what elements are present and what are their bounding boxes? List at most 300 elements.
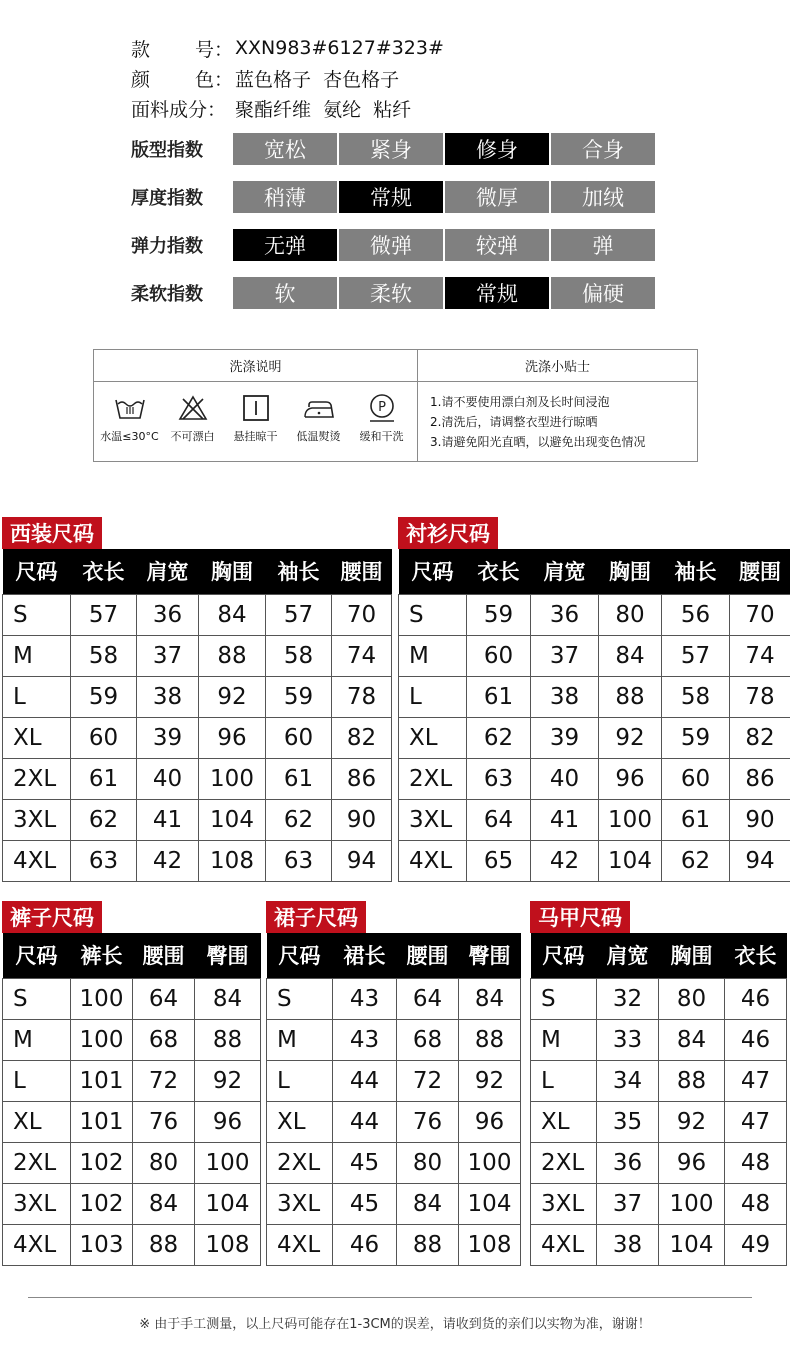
table-row bbox=[3, 594, 392, 635]
table-cell: 96 bbox=[659, 1142, 725, 1183]
table-cell: 84 bbox=[397, 1183, 459, 1224]
table-cell: 94 bbox=[332, 840, 392, 881]
table-cell: 70 bbox=[332, 594, 392, 635]
table-cell: 36 bbox=[137, 594, 199, 635]
table-row bbox=[3, 1019, 261, 1060]
skirt-size-title: 裙子尺码 bbox=[266, 901, 366, 933]
column-header: 胸围 bbox=[199, 549, 266, 594]
table-row bbox=[531, 978, 787, 1019]
thickness-index-option: 加绒 bbox=[551, 181, 655, 213]
measurement-footnote: ※ 由于手工测量，以上尺码可能存在1-3CM的误差，请收到货的亲们以实物为准，谢谢！ bbox=[139, 1317, 651, 1332]
table-row bbox=[531, 1060, 787, 1101]
column-header: 尺码 bbox=[531, 933, 597, 978]
table-cell: 101 bbox=[71, 1101, 133, 1142]
table-cell: 100 bbox=[71, 978, 133, 1019]
size-label-cell: M bbox=[399, 635, 467, 676]
table-cell: 92 bbox=[659, 1101, 725, 1142]
table-cell: 80 bbox=[397, 1142, 459, 1183]
shirt-size-grid bbox=[398, 549, 790, 882]
table-cell: 84 bbox=[599, 635, 662, 676]
table-cell: 47 bbox=[725, 1060, 787, 1101]
table-cell: 88 bbox=[133, 1224, 195, 1265]
table-cell: 58 bbox=[266, 635, 332, 676]
size-label-cell: L bbox=[3, 676, 71, 717]
column-header: 肩宽 bbox=[597, 933, 659, 978]
size-label-cell: 4XL bbox=[3, 840, 71, 881]
table-row bbox=[399, 758, 790, 799]
table-cell: 100 bbox=[459, 1142, 521, 1183]
table-cell: 59 bbox=[266, 676, 332, 717]
size-label-cell: 2XL bbox=[3, 758, 71, 799]
size-label-cell: S bbox=[531, 978, 597, 1019]
color-label-b: 色： bbox=[194, 68, 233, 91]
column-header: 袖长 bbox=[662, 549, 730, 594]
column-header: 裤长 bbox=[71, 933, 133, 978]
table-cell: 48 bbox=[725, 1142, 787, 1183]
size-label-cell: 3XL bbox=[267, 1183, 333, 1224]
table-row bbox=[267, 1224, 521, 1265]
table-row bbox=[531, 1224, 787, 1265]
suit-size-grid bbox=[2, 549, 392, 882]
table-header-row bbox=[531, 933, 787, 978]
table-cell: 88 bbox=[397, 1224, 459, 1265]
elasticity-index-option-selected: 无弹 bbox=[233, 229, 337, 261]
footer-divider bbox=[28, 1297, 752, 1298]
column-header: 衣长 bbox=[467, 549, 531, 594]
table-cell: 100 bbox=[199, 758, 266, 799]
table-cell: 42 bbox=[137, 840, 199, 881]
wash-item-label: 悬挂晾干 bbox=[233, 430, 278, 443]
table-cell: 88 bbox=[659, 1060, 725, 1101]
table-cell: 57 bbox=[266, 594, 332, 635]
table-cell: 74 bbox=[730, 635, 790, 676]
style-number-label-a: 款 bbox=[131, 38, 151, 61]
table-cell: 86 bbox=[730, 758, 790, 799]
table-cell: 38 bbox=[137, 676, 199, 717]
table-cell: 60 bbox=[467, 635, 531, 676]
table-row bbox=[3, 1183, 261, 1224]
size-label-cell: M bbox=[267, 1019, 333, 1060]
hang-dry-icon bbox=[239, 392, 273, 424]
table-cell: 37 bbox=[597, 1183, 659, 1224]
table-cell: 92 bbox=[195, 1060, 261, 1101]
table-row bbox=[531, 1101, 787, 1142]
table-row bbox=[3, 1060, 261, 1101]
tip-item: 3.请避免阳光直晒，以避免出现变色情况 bbox=[430, 435, 646, 449]
table-cell: 32 bbox=[597, 978, 659, 1019]
table-cell: 104 bbox=[199, 799, 266, 840]
softness-index-options bbox=[233, 277, 655, 309]
fabric-label bbox=[131, 95, 235, 122]
softness-index-option: 软 bbox=[233, 277, 337, 309]
table-cell: 102 bbox=[71, 1183, 133, 1224]
dry-clean-p-icon bbox=[365, 392, 399, 424]
table-cell: 49 bbox=[725, 1224, 787, 1265]
table-cell: 62 bbox=[266, 799, 332, 840]
fabric-label-a: 面料成分： bbox=[131, 98, 227, 121]
table-cell: 88 bbox=[599, 676, 662, 717]
table-cell: 63 bbox=[71, 840, 137, 881]
table-cell: 84 bbox=[133, 1183, 195, 1224]
column-header: 尺码 bbox=[3, 549, 71, 594]
table-cell: 61 bbox=[266, 758, 332, 799]
wash-item bbox=[289, 392, 349, 444]
softness-index-row bbox=[131, 277, 655, 309]
table-cell: 68 bbox=[397, 1019, 459, 1060]
color-label bbox=[131, 65, 235, 92]
table-row bbox=[3, 840, 392, 881]
thickness-index-option: 微厚 bbox=[445, 181, 549, 213]
table-row bbox=[267, 1142, 521, 1183]
table-row bbox=[267, 978, 521, 1019]
table-cell: 36 bbox=[531, 594, 599, 635]
table-cell: 64 bbox=[467, 799, 531, 840]
size-label-cell: L bbox=[3, 1060, 71, 1101]
column-header: 肩宽 bbox=[531, 549, 599, 594]
pants-size-title: 裤子尺码 bbox=[2, 901, 102, 933]
size-label-cell: 3XL bbox=[3, 1183, 71, 1224]
table-cell: 72 bbox=[133, 1060, 195, 1101]
table-cell: 39 bbox=[531, 717, 599, 758]
softness-index-option: 偏硬 bbox=[551, 277, 655, 309]
table-cell: 35 bbox=[597, 1101, 659, 1142]
softness-index-label: 柔软指数 bbox=[131, 284, 203, 305]
table-cell: 57 bbox=[71, 594, 137, 635]
table-cell: 39 bbox=[137, 717, 199, 758]
table-cell: 84 bbox=[195, 978, 261, 1019]
column-header: 胸围 bbox=[659, 933, 725, 978]
shirt-size-title: 衬衫尺码 bbox=[398, 517, 498, 549]
size-label-cell: 3XL bbox=[3, 799, 71, 840]
wash-item-label: 低温熨烫 bbox=[296, 430, 341, 443]
column-header: 尺码 bbox=[267, 933, 333, 978]
no-bleach-icon bbox=[176, 392, 210, 424]
table-cell: 36 bbox=[597, 1142, 659, 1183]
table-cell: 104 bbox=[599, 840, 662, 881]
table-row bbox=[399, 635, 790, 676]
size-label-cell: 2XL bbox=[399, 758, 467, 799]
table-cell: 100 bbox=[599, 799, 662, 840]
fit-index-row bbox=[131, 133, 655, 165]
size-label-cell: 4XL bbox=[399, 840, 467, 881]
column-header: 臀围 bbox=[459, 933, 521, 978]
table-cell: 78 bbox=[730, 676, 790, 717]
table-cell: 62 bbox=[662, 840, 730, 881]
table-cell: 60 bbox=[266, 717, 332, 758]
size-label-cell: XL bbox=[3, 717, 71, 758]
table-header-row bbox=[3, 933, 261, 978]
size-label-cell: S bbox=[267, 978, 333, 1019]
softness-index-option: 柔软 bbox=[339, 277, 443, 309]
table-cell: 80 bbox=[599, 594, 662, 635]
table-cell: 37 bbox=[137, 635, 199, 676]
color-value: 蓝色格子 杏色格子 bbox=[235, 68, 400, 91]
table-header-row bbox=[3, 549, 392, 594]
product-info bbox=[131, 33, 444, 123]
skirt-size-table bbox=[266, 901, 526, 1267]
table-row bbox=[3, 635, 392, 676]
column-header: 袖长 bbox=[266, 549, 332, 594]
column-header: 肩宽 bbox=[137, 549, 199, 594]
table-cell: 94 bbox=[730, 840, 790, 881]
table-cell: 43 bbox=[333, 978, 397, 1019]
color-row bbox=[131, 63, 444, 93]
size-label-cell: 2XL bbox=[3, 1142, 71, 1183]
elasticity-index-option: 微弹 bbox=[339, 229, 443, 261]
column-header: 尺码 bbox=[399, 549, 467, 594]
table-cell: 78 bbox=[332, 676, 392, 717]
column-header: 胸围 bbox=[599, 549, 662, 594]
size-label-cell: 4XL bbox=[531, 1224, 597, 1265]
table-cell: 59 bbox=[467, 594, 531, 635]
size-label-cell: XL bbox=[531, 1101, 597, 1142]
fit-index-label: 版型指数 bbox=[131, 140, 203, 161]
size-label-cell: S bbox=[3, 978, 71, 1019]
table-cell: 61 bbox=[71, 758, 137, 799]
table-cell: 70 bbox=[730, 594, 790, 635]
table-cell: 64 bbox=[397, 978, 459, 1019]
fit-index-option: 紧身 bbox=[339, 133, 443, 165]
table-cell: 104 bbox=[195, 1183, 261, 1224]
table-cell: 45 bbox=[333, 1142, 397, 1183]
column-header: 臀围 bbox=[195, 933, 261, 978]
table-cell: 92 bbox=[599, 717, 662, 758]
thickness-index-row bbox=[131, 181, 655, 213]
table-row bbox=[531, 1142, 787, 1183]
table-cell: 62 bbox=[467, 717, 531, 758]
column-header: 衣长 bbox=[71, 549, 137, 594]
shirt-size-table bbox=[398, 517, 790, 883]
table-cell: 80 bbox=[133, 1142, 195, 1183]
thickness-index-option-selected: 常规 bbox=[339, 181, 443, 213]
table-cell: 60 bbox=[662, 758, 730, 799]
table-cell: 104 bbox=[459, 1183, 521, 1224]
size-label-cell: L bbox=[399, 676, 467, 717]
table-cell: 34 bbox=[597, 1060, 659, 1101]
fit-index-option-selected: 修身 bbox=[445, 133, 549, 165]
table-cell: 41 bbox=[531, 799, 599, 840]
table-cell: 88 bbox=[459, 1019, 521, 1060]
table-cell: 64 bbox=[133, 978, 195, 1019]
column-header: 腰围 bbox=[133, 933, 195, 978]
washing-panel bbox=[93, 349, 698, 462]
table-cell: 40 bbox=[137, 758, 199, 799]
skirt-size-grid bbox=[266, 933, 521, 1266]
size-label-cell: 3XL bbox=[399, 799, 467, 840]
table-row bbox=[3, 758, 392, 799]
table-cell: 80 bbox=[659, 978, 725, 1019]
table-row bbox=[3, 978, 261, 1019]
wash-30-icon bbox=[113, 392, 147, 424]
table-cell: 108 bbox=[195, 1224, 261, 1265]
table-cell: 76 bbox=[133, 1101, 195, 1142]
washing-tips bbox=[418, 350, 697, 461]
table-cell: 40 bbox=[531, 758, 599, 799]
table-cell: 86 bbox=[332, 758, 392, 799]
fit-index-options bbox=[233, 133, 655, 165]
table-cell: 46 bbox=[725, 978, 787, 1019]
elasticity-index-option: 较弹 bbox=[445, 229, 549, 261]
table-cell: 58 bbox=[71, 635, 137, 676]
pants-size-table bbox=[2, 901, 262, 1267]
table-row bbox=[399, 717, 790, 758]
elasticity-index-options bbox=[233, 229, 655, 261]
table-cell: 101 bbox=[71, 1060, 133, 1101]
table-cell: 74 bbox=[332, 635, 392, 676]
size-label-cell: 3XL bbox=[531, 1183, 597, 1224]
table-cell: 92 bbox=[459, 1060, 521, 1101]
style-number-label-b: 号： bbox=[194, 38, 233, 61]
table-cell: 65 bbox=[467, 840, 531, 881]
table-cell: 47 bbox=[725, 1101, 787, 1142]
table-cell: 46 bbox=[725, 1019, 787, 1060]
style-number-label bbox=[131, 35, 235, 62]
table-cell: 46 bbox=[333, 1224, 397, 1265]
table-cell: 33 bbox=[597, 1019, 659, 1060]
wash-item-label: 缓和干洗 bbox=[359, 430, 404, 443]
column-header: 尺码 bbox=[3, 933, 71, 978]
size-label-cell: XL bbox=[3, 1101, 71, 1142]
column-header: 腰围 bbox=[730, 549, 790, 594]
wash-item-label: 水温≤30°C bbox=[100, 430, 159, 443]
size-label-cell: M bbox=[531, 1019, 597, 1060]
elasticity-index-option: 弹 bbox=[551, 229, 655, 261]
table-cell: 96 bbox=[199, 717, 266, 758]
table-cell: 100 bbox=[659, 1183, 725, 1224]
table-cell: 84 bbox=[199, 594, 266, 635]
table-row bbox=[399, 676, 790, 717]
tip-item: 1.请不要使用漂白剂及长时间浸泡 bbox=[430, 395, 610, 409]
tips-list bbox=[418, 382, 697, 452]
low-iron-icon bbox=[302, 392, 336, 424]
table-cell: 41 bbox=[137, 799, 199, 840]
style-number-row bbox=[131, 33, 444, 63]
vest-size-title: 马甲尺码 bbox=[530, 901, 630, 933]
table-row bbox=[267, 1101, 521, 1142]
table-row bbox=[3, 717, 392, 758]
table-row bbox=[3, 1142, 261, 1183]
vest-size-grid bbox=[530, 933, 787, 1266]
size-label-cell: 2XL bbox=[531, 1142, 597, 1183]
table-cell: 61 bbox=[662, 799, 730, 840]
table-cell: 48 bbox=[725, 1183, 787, 1224]
size-label-cell: L bbox=[267, 1060, 333, 1101]
table-cell: 102 bbox=[71, 1142, 133, 1183]
size-label-cell: S bbox=[3, 594, 71, 635]
table-row bbox=[267, 1019, 521, 1060]
size-label-cell: XL bbox=[267, 1101, 333, 1142]
table-cell: 90 bbox=[730, 799, 790, 840]
table-cell: 96 bbox=[459, 1101, 521, 1142]
table-cell: 37 bbox=[531, 635, 599, 676]
fit-index-option: 宽松 bbox=[233, 133, 337, 165]
fabric-value: 聚酯纤维 氨纶 粘纤 bbox=[235, 98, 412, 121]
column-header: 腰围 bbox=[397, 933, 459, 978]
table-cell: 60 bbox=[71, 717, 137, 758]
color-label-a: 颜 bbox=[131, 68, 151, 91]
size-label-cell: M bbox=[3, 635, 71, 676]
wash-item bbox=[100, 392, 160, 444]
column-header: 裙长 bbox=[333, 933, 397, 978]
table-cell: 45 bbox=[333, 1183, 397, 1224]
table-cell: 82 bbox=[730, 717, 790, 758]
size-label-cell: S bbox=[399, 594, 467, 635]
washing-instructions-title: 洗涤说明 bbox=[94, 350, 417, 382]
wash-item-label: 不可漂白 bbox=[170, 430, 215, 443]
table-cell: 58 bbox=[662, 676, 730, 717]
column-header: 衣长 bbox=[725, 933, 787, 978]
size-label-cell: 2XL bbox=[267, 1142, 333, 1183]
table-cell: 84 bbox=[659, 1019, 725, 1060]
table-cell: 59 bbox=[662, 717, 730, 758]
table-cell: 56 bbox=[662, 594, 730, 635]
table-row bbox=[267, 1183, 521, 1224]
table-cell: 96 bbox=[599, 758, 662, 799]
softness-index-option-selected: 常规 bbox=[445, 277, 549, 309]
table-cell: 92 bbox=[199, 676, 266, 717]
table-row bbox=[399, 840, 790, 881]
fit-index-option: 合身 bbox=[551, 133, 655, 165]
suit-size-title: 西装尺码 bbox=[2, 517, 102, 549]
elasticity-index-row bbox=[131, 229, 655, 261]
table-header-row bbox=[399, 549, 790, 594]
size-label-cell: M bbox=[3, 1019, 71, 1060]
table-header-row bbox=[267, 933, 521, 978]
washing-icons bbox=[94, 382, 417, 444]
table-cell: 88 bbox=[195, 1019, 261, 1060]
table-row bbox=[399, 799, 790, 840]
table-cell: 63 bbox=[266, 840, 332, 881]
table-row bbox=[399, 594, 790, 635]
table-cell: 68 bbox=[133, 1019, 195, 1060]
table-cell: 44 bbox=[333, 1060, 397, 1101]
thickness-index-option: 稍薄 bbox=[233, 181, 337, 213]
table-cell: 84 bbox=[459, 978, 521, 1019]
svg-text:P: P bbox=[377, 400, 386, 415]
size-label-cell: XL bbox=[399, 717, 467, 758]
table-cell: 62 bbox=[71, 799, 137, 840]
size-label-cell: L bbox=[531, 1060, 597, 1101]
thickness-index-label: 厚度指数 bbox=[131, 188, 203, 209]
table-cell: 43 bbox=[333, 1019, 397, 1060]
table-row bbox=[3, 1101, 261, 1142]
fabric-row bbox=[131, 93, 444, 123]
table-cell: 104 bbox=[659, 1224, 725, 1265]
table-cell: 90 bbox=[332, 799, 392, 840]
table-cell: 57 bbox=[662, 635, 730, 676]
table-cell: 42 bbox=[531, 840, 599, 881]
table-cell: 103 bbox=[71, 1224, 133, 1265]
table-cell: 108 bbox=[199, 840, 266, 881]
table-cell: 100 bbox=[195, 1142, 261, 1183]
tip-item: 2.清洗后，请调整衣型进行晾晒 bbox=[430, 415, 598, 429]
table-cell: 38 bbox=[531, 676, 599, 717]
wash-item bbox=[163, 392, 223, 444]
table-row bbox=[267, 1060, 521, 1101]
suit-size-table bbox=[2, 517, 392, 883]
table-cell: 59 bbox=[71, 676, 137, 717]
column-header: 腰围 bbox=[332, 549, 392, 594]
elasticity-index-label: 弹力指数 bbox=[131, 236, 203, 257]
table-row bbox=[3, 1224, 261, 1265]
vest-size-table bbox=[530, 901, 790, 1267]
table-row bbox=[3, 676, 392, 717]
table-row bbox=[3, 799, 392, 840]
table-row bbox=[531, 1019, 787, 1060]
table-cell: 38 bbox=[597, 1224, 659, 1265]
style-number-value: XXN983#6127#323# bbox=[235, 37, 444, 59]
wash-item bbox=[352, 392, 412, 444]
